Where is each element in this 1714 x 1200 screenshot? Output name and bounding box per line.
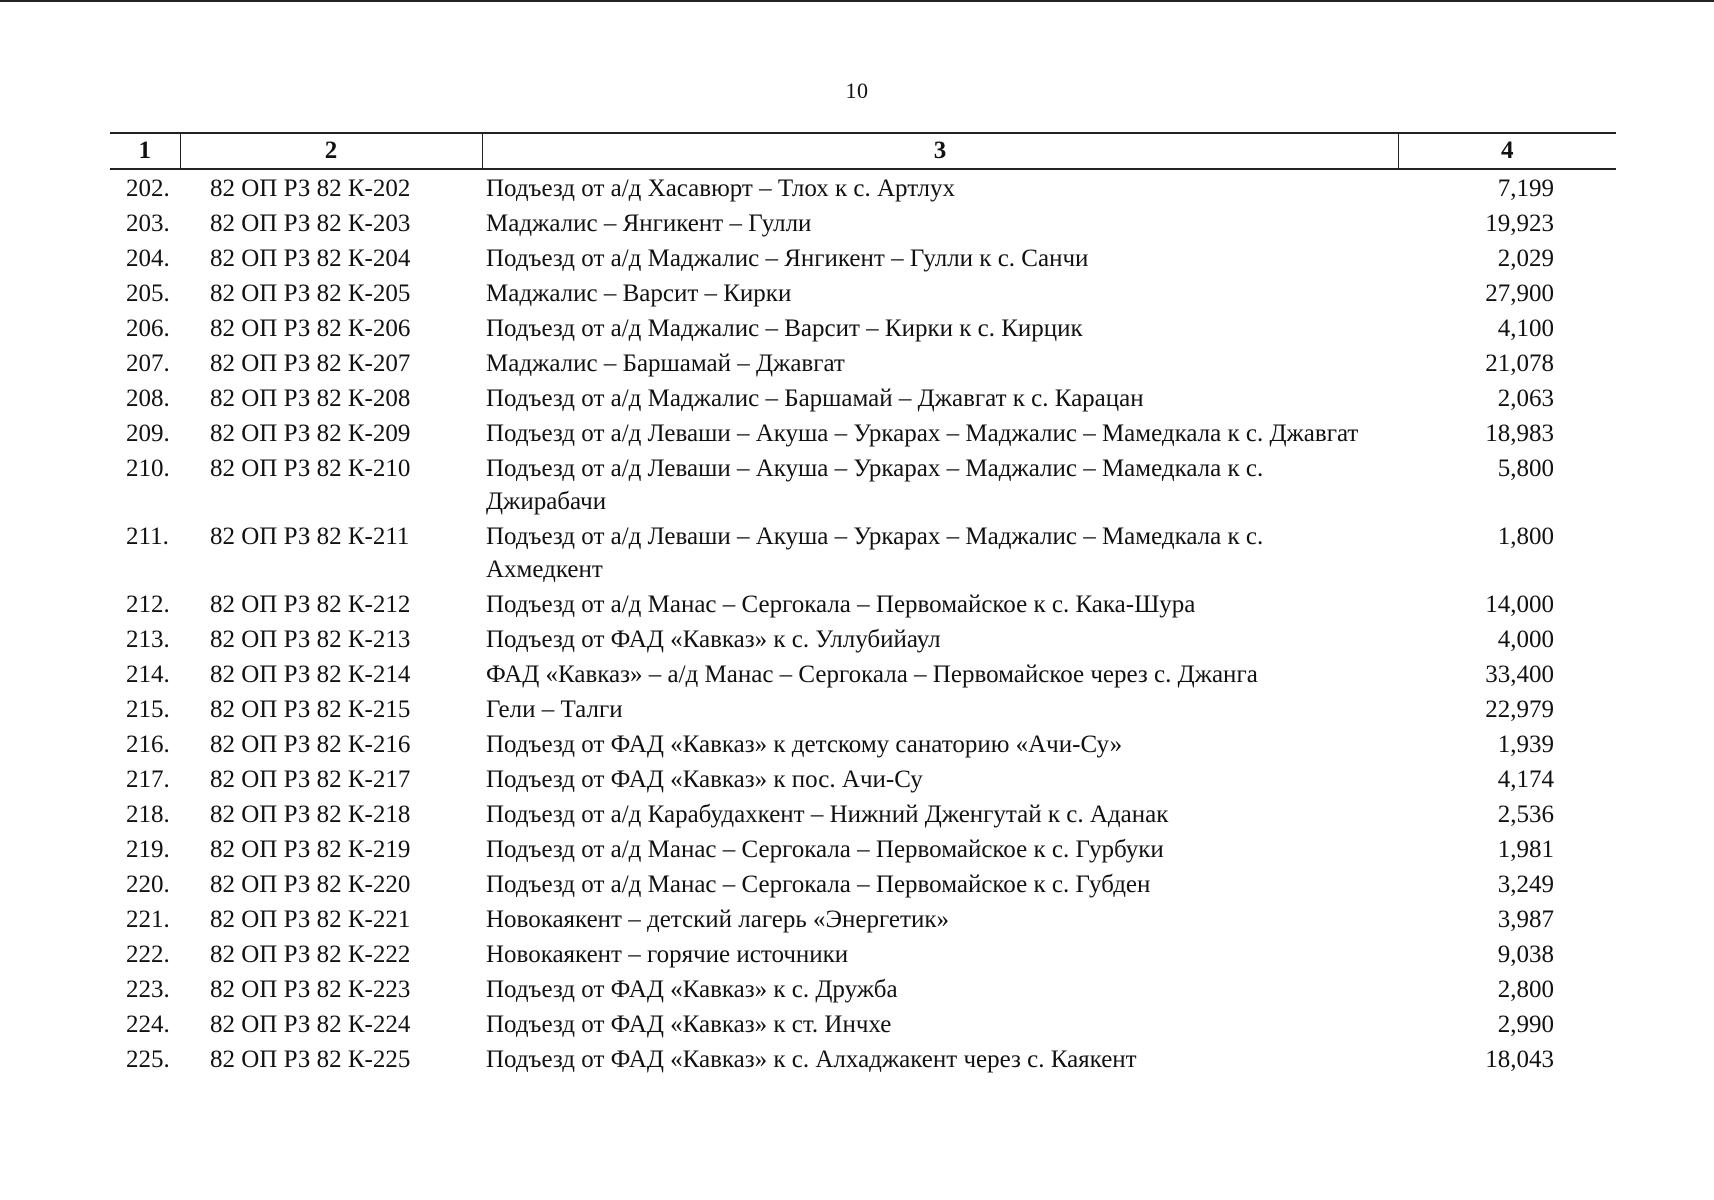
road-length: 1,939: [1497, 731, 1554, 758]
row-number: 202.: [126, 175, 170, 202]
road-code: 82 ОП РЗ 82 К-205: [210, 280, 411, 307]
road-name: Подъезд от ФАД «Кавказ» к ст. Инчхе: [486, 1011, 892, 1038]
road-name: Подъезд от ФАД «Кавказ» к с. Алхаджакент через с. Каякент: [486, 1046, 1137, 1073]
road-name: Подъезд от а/д Манас – Сергокала – Первомайское к с. Гурбуки: [486, 836, 1164, 863]
road-code: 82 ОП РЗ 82 К-204: [210, 245, 411, 272]
row-number: 224.: [126, 1011, 170, 1038]
table-row: [110, 169, 1616, 205]
row-number: 205.: [126, 280, 170, 307]
road-length: 33,400: [1485, 661, 1554, 688]
road-name-cell: [482, 936, 1398, 971]
road-name: Подъезд от а/д Хасавюрт – Тлох к с. Артлух: [486, 175, 955, 202]
table-row: [110, 726, 1616, 761]
row-number: 220.: [126, 871, 170, 898]
row-number: 210.: [126, 455, 170, 482]
road-length: 2,536: [1497, 801, 1554, 828]
road-length: 2,029: [1497, 245, 1554, 272]
row-number: 212.: [126, 591, 170, 618]
table-row: [110, 310, 1616, 345]
row-number: 206.: [126, 315, 170, 342]
row-number: 217.: [126, 766, 170, 793]
road-name: Новокаякент – детский лагерь «Энергетик»: [486, 906, 949, 933]
row-number: 216.: [126, 731, 170, 758]
road-code: 82 ОП РЗ 82 К-208: [210, 385, 411, 412]
header-col-3: 3: [482, 133, 1398, 169]
road-name: Подъезд от ФАД «Кавказ» к с. Уллубийаул: [486, 626, 941, 653]
row-number: 203.: [126, 210, 170, 237]
table-row: [110, 345, 1616, 380]
table-row: [110, 380, 1616, 415]
road-code: 82 ОП РЗ 82 К-216: [210, 731, 411, 758]
road-name: Подъезд от а/д Леваши – Акуша – Уркарах – Маджалис – Мамедкала к с. Джавгат: [486, 420, 1359, 447]
road-name: Подъезд от ФАД «Кавказ» к пос. Ачи-Су: [486, 766, 923, 793]
row-number: 222.: [126, 941, 170, 968]
road-length: 1,800: [1497, 523, 1554, 550]
road-length: 2,063: [1497, 385, 1554, 412]
road-length: 9,038: [1497, 941, 1554, 968]
road-code: 82 ОП РЗ 82 К-202: [210, 175, 411, 202]
road-code: 82 ОП РЗ 82 К-220: [210, 871, 411, 898]
road-name-cell: [482, 169, 1398, 205]
road-name-cell: [482, 1041, 1398, 1076]
table-row: [110, 901, 1616, 936]
header-col-4: 4: [1398, 133, 1616, 169]
road-length: 27,900: [1485, 280, 1554, 307]
table-row: [110, 518, 1616, 586]
road-code: 82 ОП РЗ 82 К-219: [210, 836, 411, 863]
road-length: 4,174: [1497, 766, 1554, 793]
road-code: 82 ОП РЗ 82 К-224: [210, 1011, 411, 1038]
road-length: 3,987: [1497, 906, 1554, 933]
road-name-cell: [482, 831, 1398, 866]
roads-table: [110, 132, 1616, 1076]
road-code: 82 ОП РЗ 82 К-217: [210, 766, 411, 793]
road-name-cell: [482, 240, 1398, 275]
table-row: [110, 971, 1616, 1006]
road-name-cell: [482, 586, 1398, 621]
road-length: 4,100: [1497, 315, 1554, 342]
road-length: 3,249: [1497, 871, 1554, 898]
road-length: 22,979: [1485, 696, 1554, 723]
road-name-cell: [482, 275, 1398, 310]
road-code: 82 ОП РЗ 82 К-223: [210, 976, 411, 1003]
road-length: 14,000: [1485, 591, 1554, 618]
table-header: [110, 133, 1616, 169]
road-name-cell: [482, 656, 1398, 691]
table-row: [110, 936, 1616, 971]
row-number: 219.: [126, 836, 170, 863]
row-number: 223.: [126, 976, 170, 1003]
road-code: 82 ОП РЗ 82 К-215: [210, 696, 411, 723]
road-name-cell: [482, 866, 1398, 901]
road-code: 82 ОП РЗ 82 К-211: [210, 523, 410, 550]
road-name: Маджалис – Варсит – Кирки: [486, 280, 792, 307]
row-number: 215.: [126, 696, 170, 723]
header-col-1: 1: [110, 133, 180, 169]
road-name-cell: [482, 691, 1398, 726]
table-row: [110, 761, 1616, 796]
road-length: 7,199: [1497, 175, 1554, 202]
header-row: [110, 133, 1616, 169]
road-name: Подъезд от ФАД «Кавказ» к с. Дружба: [486, 976, 898, 1003]
table-row: [110, 450, 1616, 518]
road-name-cell: [482, 1006, 1398, 1041]
road-code: 82 ОП РЗ 82 К-210: [210, 455, 411, 482]
table-row: [110, 621, 1616, 656]
roads-table-container: [110, 132, 1616, 1076]
table-row: [110, 796, 1616, 831]
road-name: Подъезд от а/д Карабудахкент – Нижний Дженгутай к с. Аданак: [486, 801, 1169, 828]
road-name: Новокаякент – горячие источники: [486, 941, 849, 968]
row-number: 208.: [126, 385, 170, 412]
road-name-cell: [482, 761, 1398, 796]
road-name-cell: [482, 971, 1398, 1006]
road-name: Подъезд от а/д Манас – Сергокала – Первомайское к с. Губден: [486, 871, 1151, 898]
road-length: 2,990: [1497, 1011, 1554, 1038]
table-row: [110, 1006, 1616, 1041]
road-name-cell: [482, 205, 1398, 240]
table-row: [110, 866, 1616, 901]
road-length: 19,923: [1485, 210, 1554, 237]
road-name-cell: [482, 621, 1398, 656]
table-row: [110, 656, 1616, 691]
table-row: [110, 240, 1616, 275]
road-code: 82 ОП РЗ 82 К-206: [210, 315, 411, 342]
table-row: [110, 691, 1616, 726]
road-code: 82 ОП РЗ 82 К-222: [210, 941, 411, 968]
table-row: [110, 205, 1616, 240]
road-name-cell: [482, 518, 1398, 586]
road-code: 82 ОП РЗ 82 К-212: [210, 591, 411, 618]
row-number: 213.: [126, 626, 170, 653]
road-name: Гели – Талги: [486, 696, 623, 723]
road-code: 82 ОП РЗ 82 К-207: [210, 350, 411, 377]
road-length: 2,800: [1497, 976, 1554, 1003]
road-name-cell: [482, 726, 1398, 761]
row-number: 211.: [126, 523, 169, 550]
road-name-cell: [482, 450, 1398, 518]
road-code: 82 ОП РЗ 82 К-218: [210, 801, 411, 828]
table-row: [110, 586, 1616, 621]
row-number: 221.: [126, 906, 170, 933]
road-name-cell: [482, 345, 1398, 380]
row-number: 214.: [126, 661, 170, 688]
row-number: 207.: [126, 350, 170, 377]
table-row: [110, 275, 1616, 310]
road-name-cell: [482, 380, 1398, 415]
road-length: 18,043: [1485, 1046, 1554, 1073]
header-col-2: 2: [180, 133, 482, 169]
road-name-cell: [482, 901, 1398, 936]
road-name-cell: [482, 415, 1398, 450]
row-number: 225.: [126, 1046, 170, 1073]
road-name: Подъезд от а/д Леваши – Акуша – Уркарах – Маджалис – Мамедкала к с. Джирабачи: [486, 455, 1264, 515]
road-length: 18,983: [1485, 420, 1554, 447]
table-row: [110, 415, 1616, 450]
road-name: Подъезд от а/д Маджалис – Варсит – Кирки к с. Кирцик: [486, 315, 1083, 342]
road-name: ФАД «Кавказ» – а/д Манас – Сергокала – Первомайское через с. Джанга: [486, 661, 1258, 688]
road-length: 1,981: [1497, 836, 1554, 863]
road-name: Маджалис – Баршамай – Джавгат: [486, 350, 845, 377]
road-code: 82 ОП РЗ 82 К-221: [210, 906, 411, 933]
road-length: 4,000: [1497, 626, 1554, 653]
road-name: Подъезд от а/д Леваши – Акуша – Уркарах – Маджалис – Мамедкала к с. Ахмедкент: [486, 523, 1264, 583]
road-name: Подъезд от а/д Манас – Сергокала – Первомайское к с. Кака-Шура: [486, 591, 1196, 618]
row-number: 218.: [126, 801, 170, 828]
page-top-edge: [0, 0, 1714, 2]
road-length: 21,078: [1485, 350, 1554, 377]
road-code: 82 ОП РЗ 82 К-225: [210, 1046, 411, 1073]
row-number: 204.: [126, 245, 170, 272]
table-row: [110, 1041, 1616, 1076]
road-code: 82 ОП РЗ 82 К-214: [210, 661, 411, 688]
road-name: Подъезд от а/д Маджалис – Янгикент – Гулли к с. Санчи: [486, 245, 1089, 272]
road-name: Подъезд от ФАД «Кавказ» к детскому санаторию «Ачи-Су»: [486, 731, 1123, 758]
road-name: Маджалис – Янгикент – Гулли: [486, 210, 812, 237]
road-code: 82 ОП РЗ 82 К-209: [210, 420, 411, 447]
row-number: 209.: [126, 420, 170, 447]
road-code: 82 ОП РЗ 82 К-203: [210, 210, 411, 237]
road-name-cell: [482, 796, 1398, 831]
road-code: 82 ОП РЗ 82 К-213: [210, 626, 411, 653]
road-length: 5,800: [1497, 455, 1554, 482]
table-body: [110, 169, 1616, 1076]
road-name: Подъезд от а/д Маджалис – Баршамай – Джавгат к с. Карацан: [486, 385, 1144, 412]
table-row: [110, 831, 1616, 866]
page-number: 10: [845, 78, 869, 103]
road-name-cell: [482, 310, 1398, 345]
